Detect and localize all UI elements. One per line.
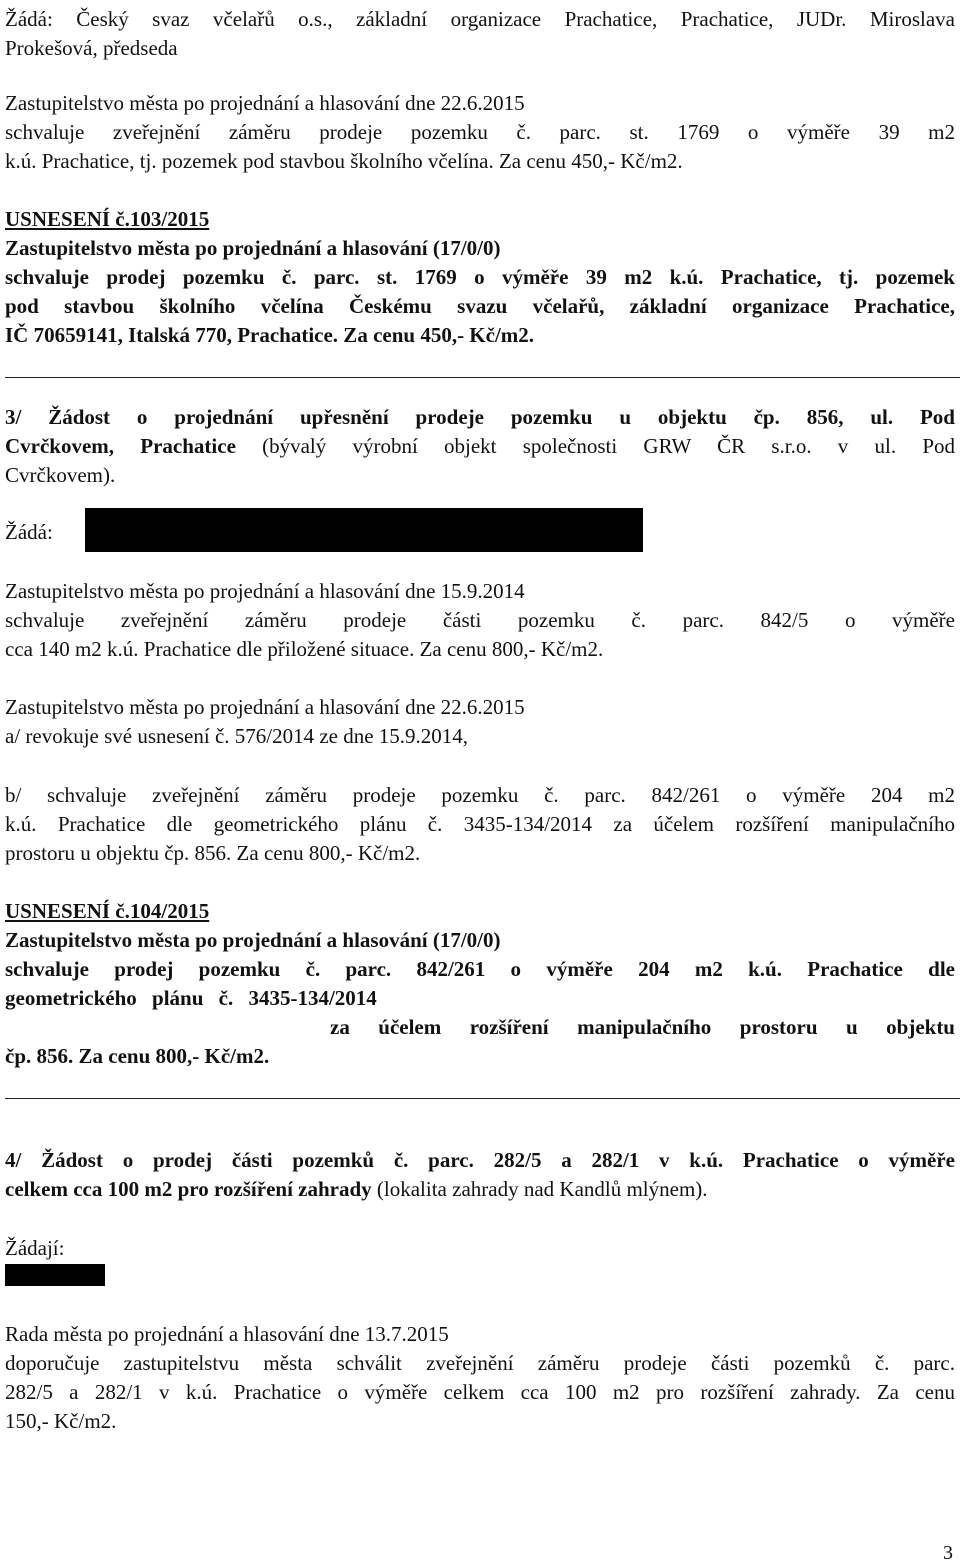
section-divider-2 — [5, 1098, 960, 1099]
resolution-104-line-3: geometrického plánu č. 3435-134/2014 — [5, 986, 377, 1010]
item-3-line-3: Cvrčkovem). — [5, 463, 116, 487]
resolution-line-4: IČ 70659141, Italská 770, Prachatice. Za cenu 450,- Kč/m2. — [5, 323, 535, 347]
council-2014-line-3: cca 140 m2 k.ú. Prachatice dle přiložené situace. Za cenu 800,- Kč/m2. — [5, 637, 604, 661]
applicant-block — [5, 5, 955, 63]
applicants-label: Žádají: — [5, 1236, 65, 1260]
item-4-line-1: 4/ Žádost o prodej části pozemků č. parc. 282/5 a 282/1 v k.ú. Prachatice o výměře — [5, 1148, 955, 1172]
applicant-line-2: Prokešová, předseda — [5, 36, 178, 60]
applicant-line-1: Žádá: Český svaz včelařů o.s., základní organizace Prachatice, Prachatice, JUDr. Miroslava — [5, 7, 955, 31]
item-4-purpose: celkem cca 100 m2 pro rozšíření zahrady — [5, 1177, 372, 1201]
council-decision-2015 — [5, 89, 955, 176]
resolution-title: USNESENÍ č.103/2015 — [5, 207, 210, 231]
item-3-council-2014 — [5, 577, 955, 664]
redaction-bar — [85, 508, 643, 552]
resolution-line-2: schvaluje prodej pozemku č. parc. st. 1769 o výměře 39 m2 k.ú. Prachatice, tj. pozemek — [5, 265, 955, 289]
board-line-4: 150,- Kč/m2. — [5, 1409, 117, 1433]
council-2015-line-1: Zastupitelstvo města po projednání a hlasování dne 22.6.2015 — [5, 695, 525, 719]
resolution-103 — [5, 205, 955, 350]
section-divider — [5, 377, 960, 378]
resolution-line-1: Zastupitelstvo města po projednání a hlasování (17/0/0) — [5, 236, 501, 260]
applicant-label: Žádá: — [5, 520, 53, 544]
item-3-location: Cvrčkovem, Prachatice — [5, 434, 236, 458]
redaction-bar-2 — [5, 1264, 105, 1286]
council-line: Zastupitelstvo města po projednání a hlasování dne 22.6.2015 — [5, 91, 525, 115]
item-4-applicants — [5, 1234, 955, 1263]
council-2014-line-1: Zastupitelstvo města po projednání a hlasování dne 15.9.2014 — [5, 579, 525, 603]
resolution-104-title: USNESENÍ č.104/2015 — [5, 899, 210, 923]
approval-b-line-3: prostoru u objektu čp. 856. Za cenu 800,- Kč/m2. — [5, 841, 421, 865]
item-3-note: (bývalý výrobní objekt společnosti GRW ČR s.r.o. v ul. Pod — [235, 434, 955, 458]
approval-b-line-1: b/ schvaluje zveřejnění záměru prodeje pozemku č. parc. 842/261 o výměře 204 m2 — [5, 783, 955, 807]
approval-line-2: k.ú. Prachatice, tj. pozemek pod stavbou školního včelína. Za cenu 450,- Kč/m2. — [5, 149, 683, 173]
council-2015-line-2: a/ revokuje své usnesení č. 576/2014 ze dne 15.9.2014, — [5, 724, 469, 748]
board-line-2: doporučuje zastupitelstvu města schválit zveřejnění záměru prodeje části pozemků č. parc. — [5, 1351, 955, 1375]
item-4-line-2 — [5, 1175, 955, 1204]
page-number: 3 — [943, 1542, 953, 1564]
item-4-locality: (lokalita zahrady nad Kandlů mlýnem). — [371, 1177, 708, 1201]
item-4-board-decision — [5, 1320, 955, 1436]
board-line-1: Rada města po projednání a hlasování dne 13.7.2015 — [5, 1322, 449, 1346]
resolution-104 — [5, 897, 955, 1071]
item-3-council-2015 — [5, 693, 955, 751]
council-2014-line-2: schvaluje zveřejnění záměru prodeje části pozemku č. parc. 842/5 o výměře — [5, 608, 955, 632]
item-3-line-1: 3/ Žádost o projednání upřesnění prodeje pozemku u objektu čp. 856, ul. Pod — [5, 405, 955, 429]
resolution-line-3: pod stavbou školního včelína Českému svazu včelařů, základní organizace Prachatice, — [5, 294, 955, 318]
resolution-104-line-5: čp. 856. Za cenu 800,- Kč/m2. — [5, 1044, 270, 1068]
item-3-heading — [5, 403, 955, 490]
resolution-104-line-1: Zastupitelstvo města po projednání a hlasování (17/0/0) — [5, 928, 501, 952]
board-line-3: 282/5 a 282/1 v k.ú. Prachatice o výměře celkem cca 100 m2 pro rozšíření zahrady. Za cenu — [5, 1380, 955, 1404]
item-3-line-2 — [5, 432, 955, 461]
item-3-approval-b — [5, 781, 955, 868]
item-4-heading — [5, 1146, 955, 1204]
resolution-104-line-4: za účelem rozšíření manipulačního prostoru u objektu — [330, 1015, 955, 1039]
resolution-104-line-2: schvaluje prodej pozemku č. parc. 842/261 o výměře 204 m2 k.ú. Prachatice dle — [5, 957, 955, 981]
approval-b-line-2: k.ú. Prachatice dle geometrického plánu č. 3435-134/2014 za účelem rozšíření manipulačního — [5, 812, 955, 836]
approval-line-1: schvaluje zveřejnění záměru prodeje pozemku č. parc. st. 1769 o výměře 39 m2 — [5, 120, 955, 144]
